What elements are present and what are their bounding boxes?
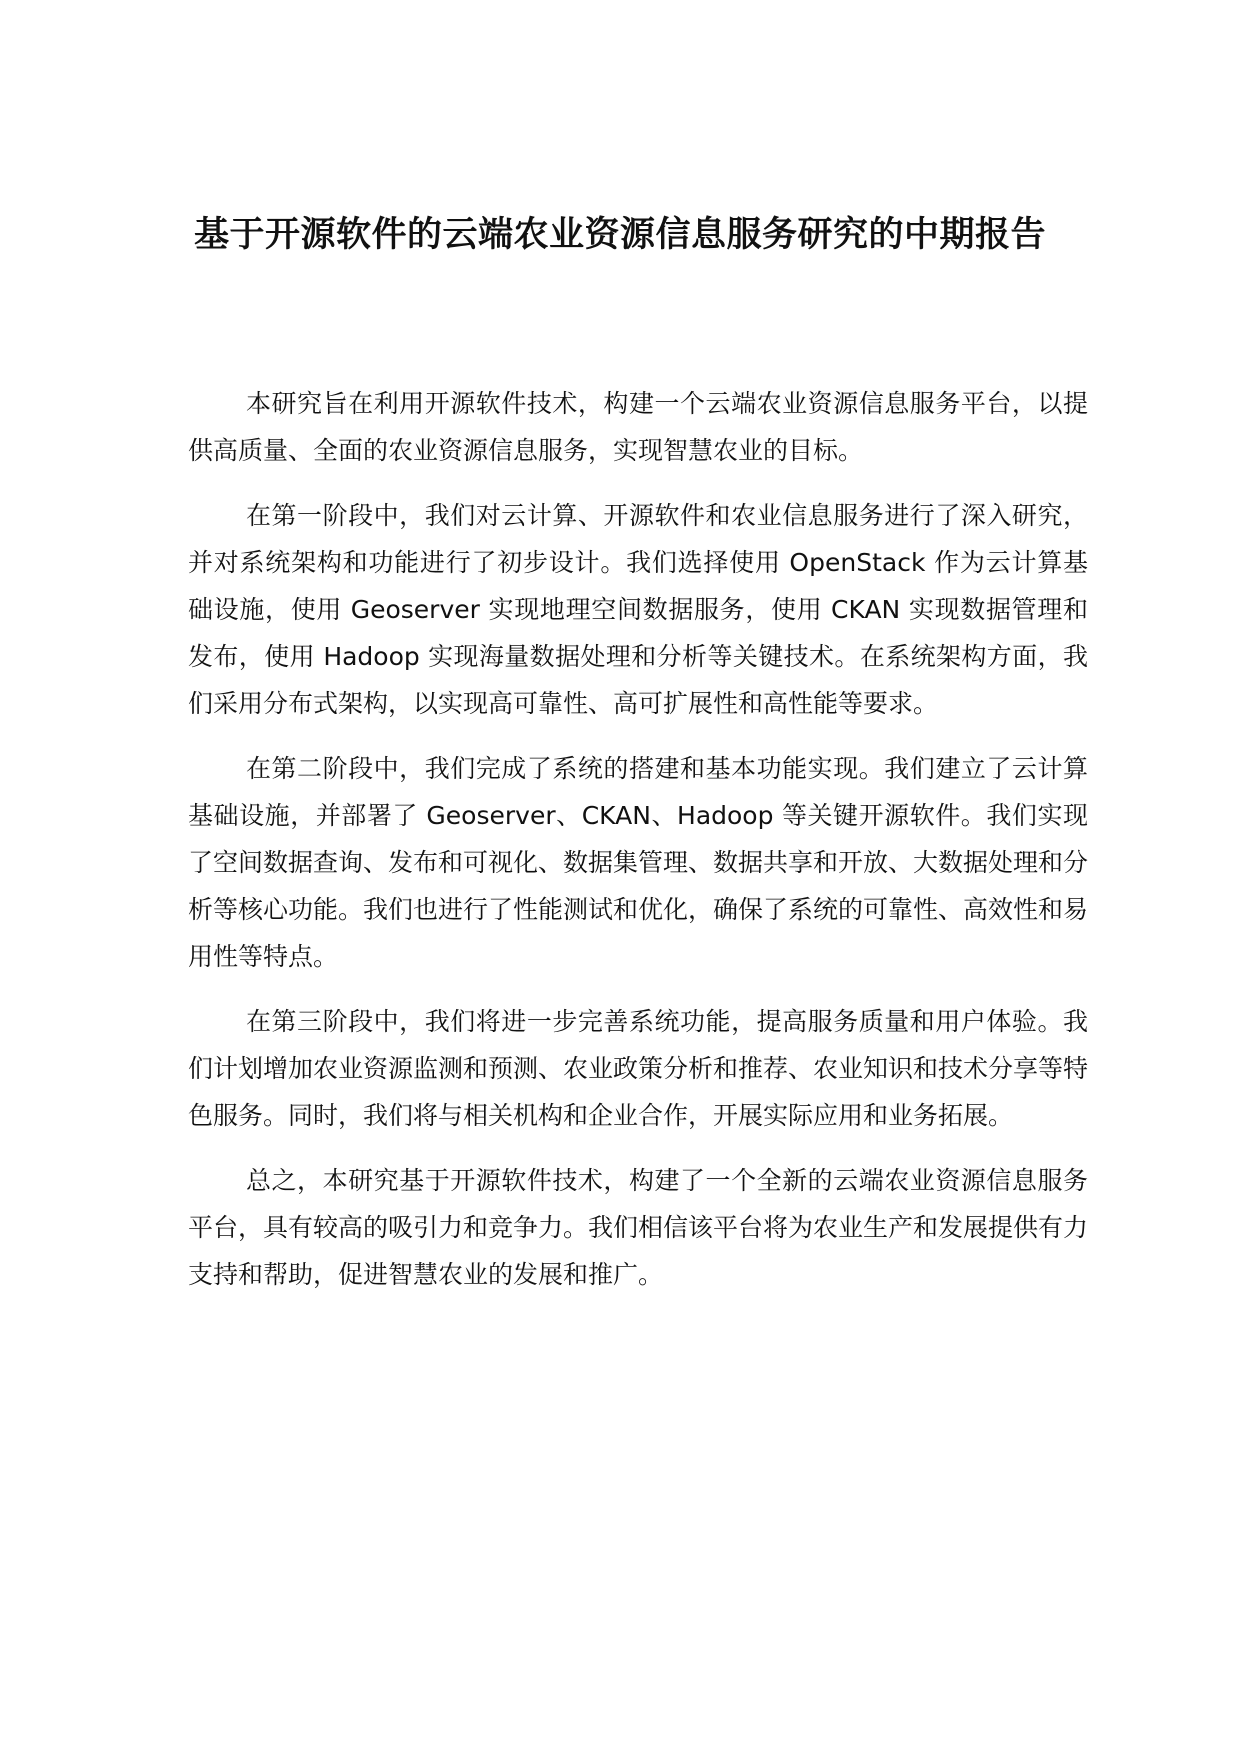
paragraph-phase-one: 在第一阶段中，我们对云计算、开源软件和农业信息服务进行了深入研究，并对系统架构和功能进行了初步设计。我们选择使用 OpenStack 作为云计算基础设施，使用 Geoserver 实现地理空间数据服务，使用 CKAN 实现数据管理和发布，使用 Hadoop 实现海量数据处理和分析等关键技术。在系统架构方面，我们采用分布式架构，以实现高可靠性、高可扩展性和高性能等要求。 bbox=[188, 501, 1088, 718]
document-title: 基于开源软件的云端农业资源信息服务研究的中期报告 bbox=[193, 215, 1046, 256]
paragraph-phase-three: 在第三阶段中，我们将进一步完善系统功能，提高服务质量和用户体验。我们计划增加农业资源监测和预测、农业政策分析和推荐、农业知识和技术分享等特色服务。同时，我们将与相关机构和企业合作，开展实际应用和业务拓展。 bbox=[188, 1007, 1089, 1130]
document-body bbox=[188, 380, 1088, 1316]
paragraph-phase-two: 在第二阶段中，我们完成了系统的搭建和基本功能实现。我们建立了云计算基础设施，并部署了 Geoserver、CKAN、Hadoop 等关键开源软件。我们实现了空间数据查询、发布和可视化、数据集管理、数据共享和开放、大数据处理和分析等核心功能。我们也进行了性能测试和优化，确保了系统的可靠性、高效性和易用性等特点。 bbox=[188, 754, 1089, 971]
paragraph-conclusion: 总之，本研究基于开源软件技术，构建了一个全新的云端农业资源信息服务平台，具有较高的吸引力和竞争力。我们相信该平台将为农业生产和发展提供有力支持和帮助，促进智慧农业的发展和推广。 bbox=[188, 1166, 1089, 1289]
paragraph-intro: 本研究旨在利用开源软件技术，构建一个云端农业资源信息服务平台，以提供高质量、全面的农业资源信息服务，实现智慧农业的目标。 bbox=[188, 389, 1088, 465]
